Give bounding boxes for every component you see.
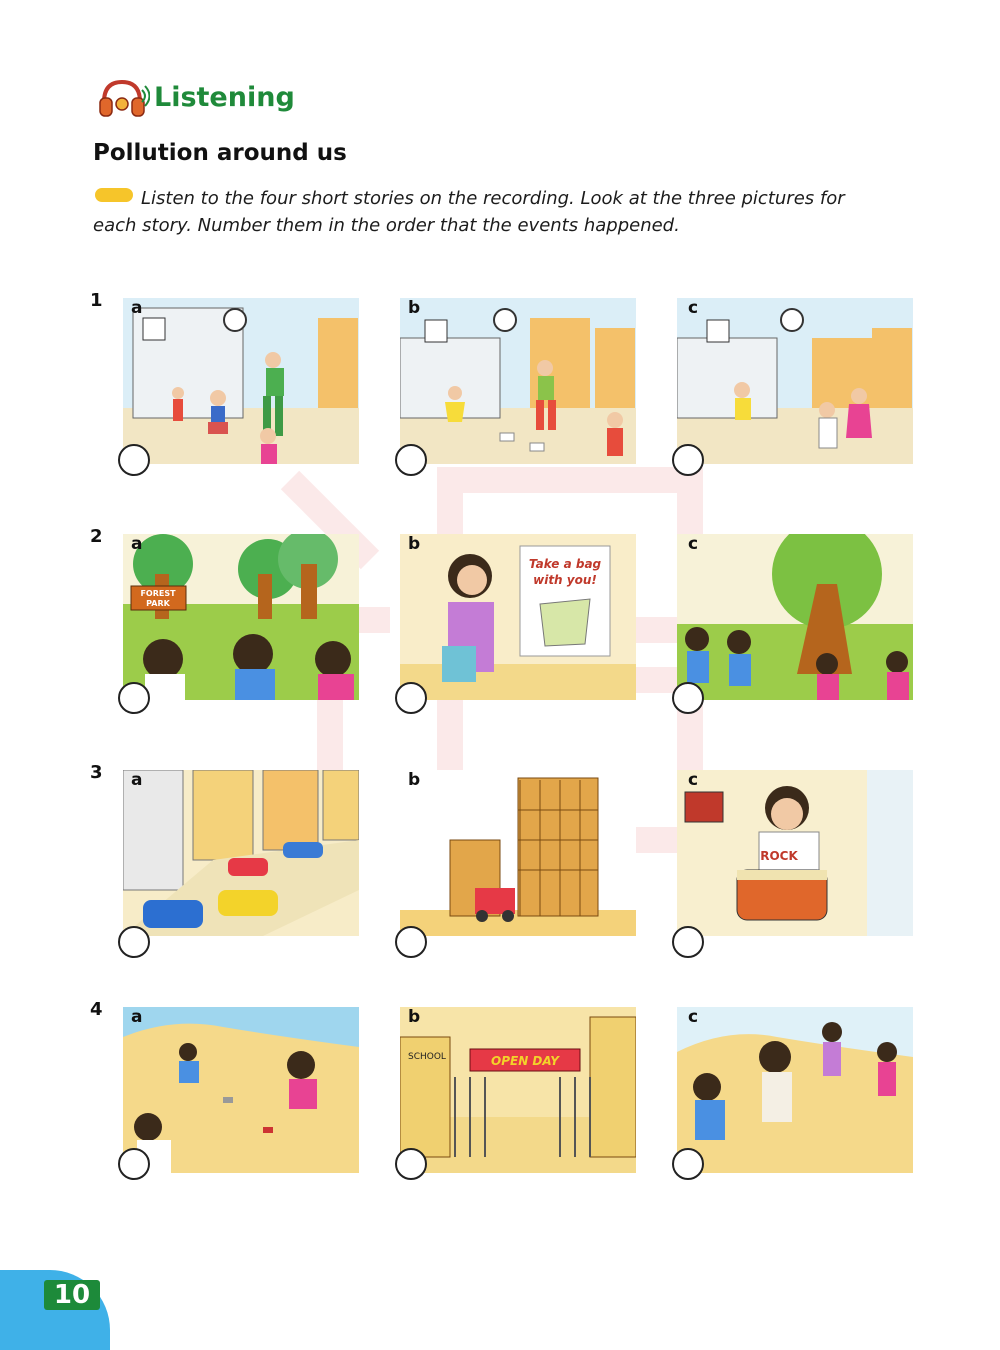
- panel-letter-c: c: [688, 534, 699, 554]
- story-3-panel-b: [400, 770, 636, 936]
- story-2-panel-b: [400, 534, 636, 700]
- svg-text:OPEN DAY: OPEN DAY: [491, 1054, 559, 1068]
- story-number-1: 1: [90, 290, 103, 311]
- clean-street-illustration: [677, 298, 913, 464]
- page-number-area: [0, 1260, 110, 1336]
- story-3-panel-c: [677, 770, 913, 936]
- svg-text:FOREST: FOREST: [140, 589, 176, 598]
- svg-text:SCHOOL: SCHOOL: [408, 1052, 446, 1062]
- answer-circle[interactable]: [118, 1148, 150, 1180]
- panel-letter-b: b: [408, 534, 421, 554]
- answer-circle[interactable]: [395, 682, 427, 714]
- story-number-3: 3: [90, 762, 103, 783]
- answer-circle[interactable]: [395, 444, 427, 476]
- page-number: 10: [44, 1280, 100, 1310]
- street-scene-illustration: [123, 298, 359, 464]
- svg-text:ROCK: ROCK: [760, 849, 798, 863]
- tree-children-illustration: [677, 534, 913, 700]
- svg-text:PARK: PARK: [146, 599, 170, 608]
- story-2-panel-c: [677, 534, 913, 700]
- answer-circle[interactable]: [672, 926, 704, 958]
- construction-site-illustration: [400, 770, 636, 936]
- listening-header: [98, 76, 358, 124]
- answer-circle[interactable]: [672, 682, 704, 714]
- answer-circle[interactable]: [118, 444, 150, 476]
- story-number-2: 2: [90, 526, 103, 547]
- drummer-illustration: [677, 770, 913, 936]
- clean-beach-illustration: [677, 1007, 913, 1173]
- beach-litter-illustration: [123, 1007, 359, 1173]
- story-1-panel-b: [400, 298, 636, 464]
- panel-letter-a: a: [131, 770, 143, 790]
- traffic-city-illustration: [123, 770, 359, 936]
- panel-letter-c: c: [688, 1007, 699, 1027]
- story-3-panel-a: [123, 770, 359, 936]
- svg-text:with you!: with you!: [533, 573, 597, 587]
- story-number-4: 4: [90, 999, 103, 1020]
- panel-letter-b: b: [408, 298, 421, 318]
- headphones-icon: [98, 78, 150, 118]
- panel-letter-a: a: [131, 534, 143, 554]
- instructions-text: Listen to the four short stories on the recording. Look at the three pictures for each story. Number them in the order that the events happened.: [93, 188, 845, 236]
- panel-letter-c: c: [688, 770, 699, 790]
- forest-park-illustration: [123, 534, 359, 700]
- panel-letter-b: b: [408, 770, 421, 790]
- answer-circle[interactable]: [118, 926, 150, 958]
- answer-circle[interactable]: [395, 926, 427, 958]
- panel-letter-c: c: [688, 298, 699, 318]
- panel-letter-b: b: [408, 1007, 421, 1027]
- story-4-panel-b: [400, 1007, 636, 1173]
- story-1-panel-c: [677, 298, 913, 464]
- svg-text:Take a bag: Take a bag: [528, 557, 602, 571]
- section-heading: Listening: [154, 82, 295, 113]
- street-litter-illustration: [400, 298, 636, 464]
- panel-letter-a: a: [131, 1007, 143, 1027]
- page-title: Pollution around us: [93, 140, 347, 166]
- answer-circle[interactable]: [672, 444, 704, 476]
- panel-letter-a: a: [131, 298, 143, 318]
- answer-circle[interactable]: [672, 1148, 704, 1180]
- story-4-panel-c: [677, 1007, 913, 1173]
- answer-circle[interactable]: [118, 682, 150, 714]
- story-1-panel-a: [123, 298, 359, 464]
- story-4-panel-a: [123, 1007, 359, 1173]
- poster-girl-illustration: [400, 534, 636, 700]
- answer-circle[interactable]: [395, 1148, 427, 1180]
- story-2-panel-a: [123, 534, 359, 700]
- school-open-day-illustration: [400, 1007, 636, 1173]
